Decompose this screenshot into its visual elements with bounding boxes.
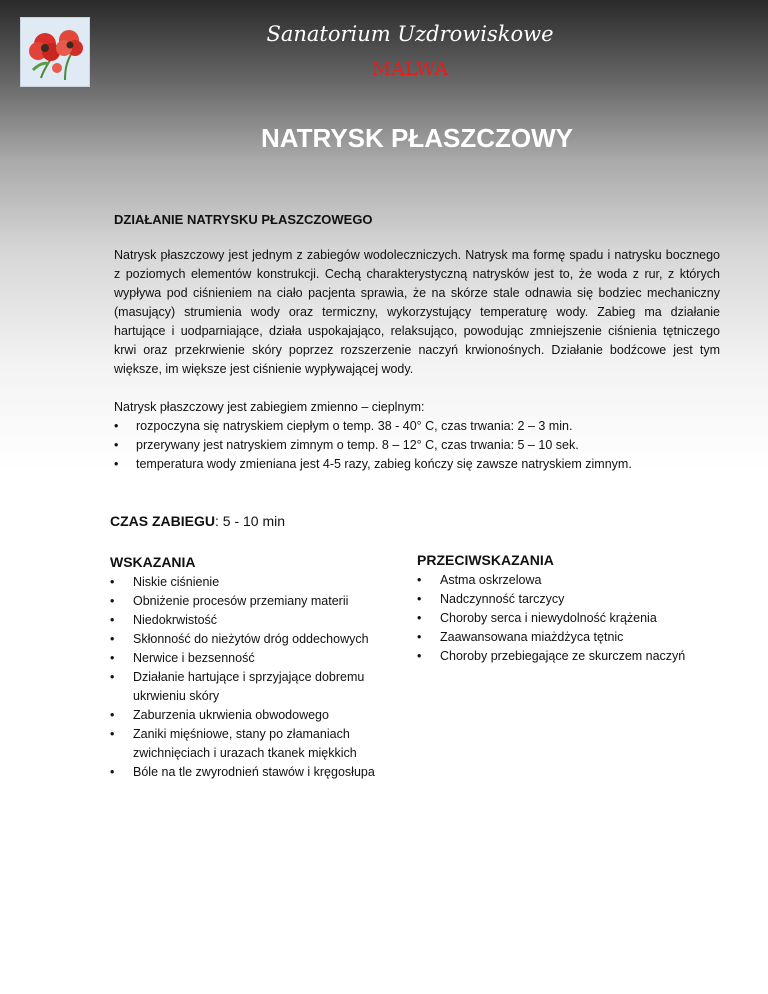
effect-bullet-list (114, 417, 632, 474)
list-item: • Zaniki mięśniowe, stany po złamaniach zwichnięciach i urazach tkanek miękkich (110, 725, 368, 763)
list-item: • Skłonność do nieżytów dróg oddechowych (110, 630, 400, 649)
list-item: • Działanie hartujące i sprzyjające dobremu ukrwieniu skóry (110, 668, 378, 706)
list-item: • Zaawansowana miażdżyca tętnic (417, 628, 757, 647)
effect-intro: Natrysk płaszczowy jest zabiegiem zmienno – cieplnym: (114, 400, 425, 414)
indications-heading: WSKAZANIA (110, 554, 196, 570)
header-title: Sanatorium Uzdrowiskowe (266, 22, 554, 46)
list-item: • Astma oskrzelowa (417, 571, 757, 590)
header-subtitle: MALWA (371, 58, 449, 80)
page-title: NATRYSK PŁASZCZOWY (261, 123, 573, 153)
duration-line (110, 513, 285, 529)
list-item: • Choroby przebiegające ze skurczem naczyń (417, 647, 757, 666)
list-item: • przerywany jest natryskiem zimnym o temp. 8 – 12° C, czas trwania: 5 – 10 sek. (114, 436, 632, 455)
list-item: • Nadczynność tarczycy (417, 590, 757, 609)
list-item: • Choroby serca i niewydolność krążenia (417, 609, 757, 628)
list-item: • Zaburzenia ukrwienia obwodowego (110, 706, 400, 725)
duration-value: : 5 - 10 min (215, 513, 286, 529)
list-item: • Niedokrwistość (110, 611, 400, 630)
effect-heading: DZIAŁANIE NATRYSKU PŁASZCZOWEGO (114, 212, 373, 227)
list-item: • Bóle na tle zwyrodnień stawów i kręgosłupa (110, 763, 400, 782)
contraindications-heading: PRZECIWSKAZANIA (417, 552, 554, 568)
duration-label: CZAS ZABIEGU (110, 513, 215, 529)
indications-list (110, 573, 400, 782)
list-item: • Obniżenie procesów przemiany materii (110, 592, 400, 611)
list-item: • rozpoczyna się natryskiem ciepłym o temp. 38 - 40° C, czas trwania: 2 – 3 min. (114, 417, 632, 436)
list-item: • temperatura wody zmieniana jest 4-5 razy, zabieg kończy się zawsze natryskiem zimnym. (114, 455, 632, 474)
effect-paragraph: Natrysk płaszczowy jest jednym z zabiegów wodoleczniczych. Natrysk ma formę spadu i natrysku bocznego z poziomych elementów konstrukcji. Cechą charakterystyczną natrysków jest to, że woda z rur, z których wypływa pod ciśnieniem na ciało pacjenta sprawia, że na skórze stale odnawia się bodziec mechaniczny (masujący) strumienia wody oraz termiczny, wykorzystujący temperaturę wody. Zabieg ma działanie hartujące i uodparniające, działa uspokajająco, relaksująco, powodując zmniejszenie ciśnienia tętniczego krwi oraz przekrwienie skóry poprzez rozszerzenie naczyń krwionośnych. Działanie bodźcowe jest tym większe, im większe jest ciśnienie wypływającej wody. (114, 248, 720, 376)
list-item: • Nerwice i bezsenność (110, 649, 400, 668)
list-item: • Niskie ciśnienie (110, 573, 400, 592)
contraindications-list (417, 571, 757, 666)
